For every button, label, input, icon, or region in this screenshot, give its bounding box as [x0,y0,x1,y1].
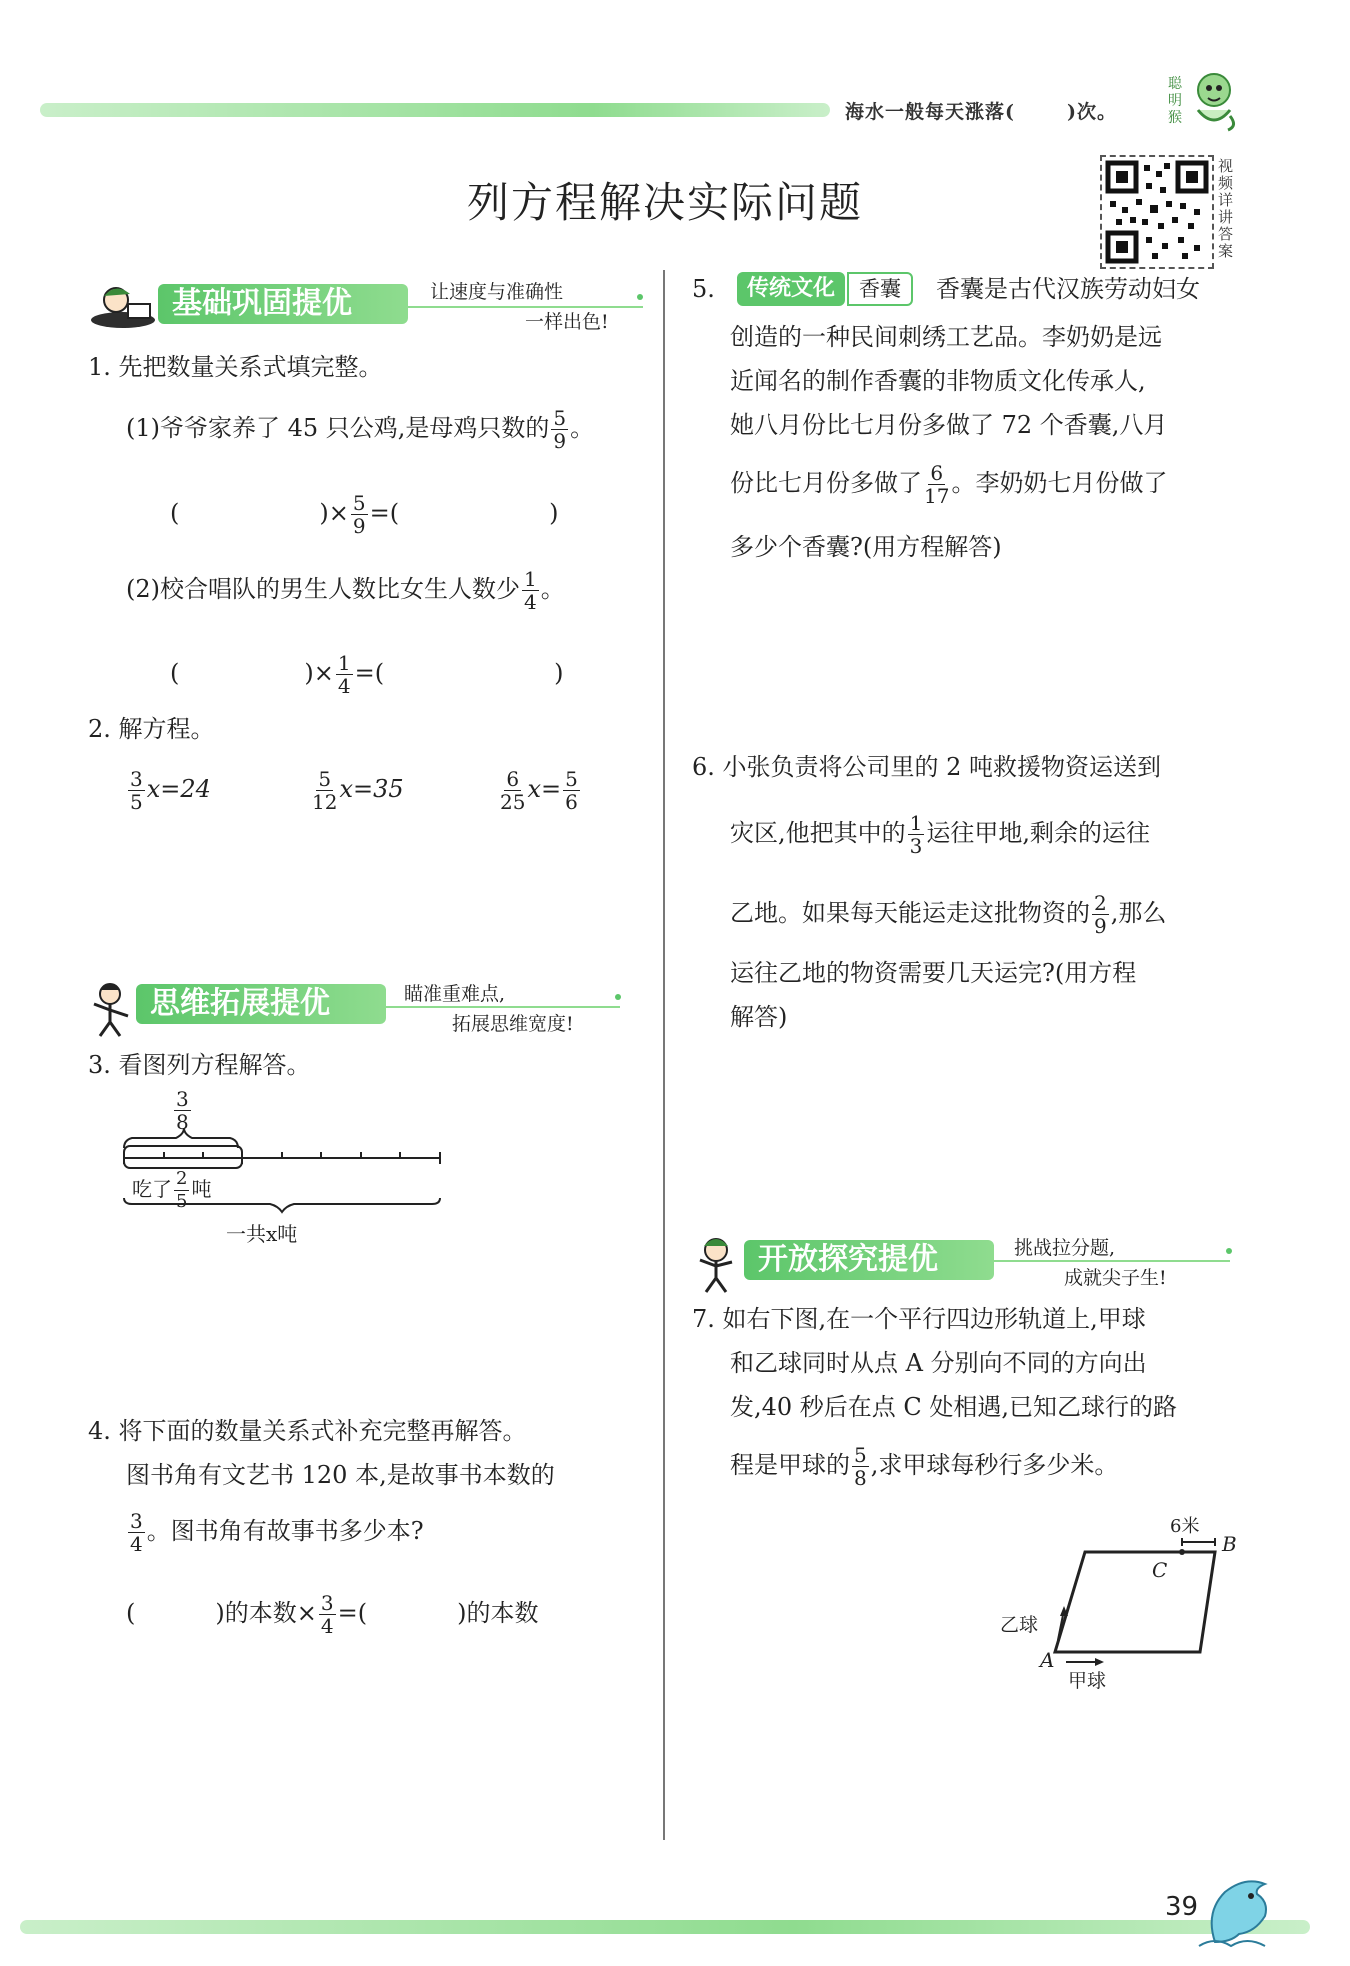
section-tagline-basic-1: 让速度与准确性 [430,281,564,303]
q7-line2: 和乙球同时从点 A 分别向不同的方向出 [730,1349,1147,1377]
q7-line3: 发,40 秒后在点 C 处相遇,已知乙球行的路 [730,1393,1178,1421]
parallelogram-track [1000,1512,1250,1692]
q5-line1: 香囊是古代汉族劳动妇女 [936,275,1200,303]
explorer-kid-icon [690,1234,740,1294]
section-tagline-open-2: 成就尖子生! [1064,1267,1167,1289]
tagline-underline [386,1006,620,1008]
section-banner-basic: 基础巩固提优 [158,284,408,324]
dolphin-icon [1195,1872,1285,1952]
qr-code[interactable] [1100,155,1214,269]
fig-point-a: A [1040,1648,1055,1672]
reading-kid-icon [88,280,158,330]
q3-stem: 3. 看图列方程解答。 [88,1051,311,1079]
q3-eaten-label: 吃了 $\frac{2}{5}$ 吨 [132,1168,212,1212]
q6-line4: 运往乙地的物资需要几天运完?(用方程 [730,959,1137,987]
culture-tag: 传统文化 [737,272,845,306]
q1-stem: 1. 先把数量关系式填完整。 [88,353,383,381]
q6-line2: 灾区,他把其中的 $\frac{1}{3}$ 运往甲地,剩余的运往 [730,811,1151,858]
q2-stem: 2. 解方程。 [88,715,215,743]
q2-eq2: $\frac{5}{12}$ x=35 [312,767,404,814]
qr-pattern-icon [1102,157,1212,267]
section-banner-open: 开放探究提优 [744,1240,994,1280]
q3-top-fraction: $\frac{3}{8}$ [176,1087,189,1134]
topic-tag: 香囊 [847,272,913,306]
q5-line4: 她八月份比七月份多做了 72 个香囊,八月 [730,411,1168,439]
q2-eq1: $\frac{3}{5}$ x=24 [130,767,211,814]
footer-bar [20,1920,1310,1934]
q1-part1: (1)爷爷家养了 45 只公鸡,是母鸡只数的 $\frac{5}{9}$ 。 [126,406,595,453]
q5-line5: 份比七月份多做了 $\frac{6}{17}$ 。李奶奶七月份做了 [730,461,1168,508]
column-divider [663,270,665,1840]
mascot-label: 聪明猴 [1168,76,1182,126]
header-bar [40,103,830,117]
q4-stem: 4. 将下面的数量关系式补充完整再解答。 [88,1417,527,1445]
tide-question: 海水一般每天涨落( )次。 [845,101,1117,123]
kungfu-kid-icon [86,980,136,1038]
q4-line2: $\frac{3}{4}$ 。图书角有故事书多少本? [130,1509,424,1556]
fraction: $\frac{5}{9}$ [553,406,567,453]
q5-line3: 近闻名的制作香囊的非物质文化传承人, [730,367,1146,395]
fig-length-label: 6米 [1170,1516,1200,1537]
q4-blank[interactable]: ( )的本数× $\frac{3}{4}$ =( )的本数 [126,1591,539,1638]
q2-eq3: $\frac{6}{25}$ x= $\frac{5}{6}$ [500,767,578,814]
section-tagline-basic-2: 一样出色! [525,311,609,333]
q1-blank1[interactable]: ( )× $\frac{5}{9}$ =( ) [170,491,559,538]
q5-line2: 创造的一种民间刺绣工艺品。李奶奶是远 [730,323,1162,351]
page-title: 列方程解决实际问题 [466,178,863,227]
tagline-underline [994,1260,1230,1262]
page-number: 39 [1165,1892,1199,1922]
q6-line3: 乙地。如果每天能运走这批物资的 $\frac{2}{9}$ ,那么 [730,891,1167,938]
section-banner-thinking: 思维拓展提优 [136,984,386,1024]
fig-label-yi: 乙球 [1000,1614,1039,1636]
q5-number: 5. [692,275,715,303]
q3-total-label: 一共x吨 [226,1222,298,1246]
fig-label-jia: 甲球 [1068,1670,1107,1692]
fig-point-b: B [1222,1532,1237,1556]
section-tagline-thinking-1: 瞄准重难点, [404,983,506,1005]
tagline-dot [1226,1248,1232,1254]
q7-line1: 7. 如右下图,在一个平行四边形轨道上,甲球 [692,1305,1146,1333]
q7-figure [1000,1512,1250,1692]
q6-line1: 6. 小张负责将公司里的 2 吨救援物资运送到 [692,753,1162,781]
qr-label: 视频详讲答案 [1218,157,1234,260]
tagline-dot [637,294,643,300]
tagline-dot [615,994,621,1000]
q1-part2: (2)校合唱队的男生人数比女生人数少 $\frac{1}{4}$ 。 [126,567,565,614]
fig-point-c: C [1152,1558,1168,1582]
q5-line6: 多少个香囊?(用方程解答) [730,533,1002,561]
q4-line1: 图书角有文艺书 120 本,是故事书本数的 [126,1461,555,1489]
tagline-underline [408,306,643,308]
q7-line4: 程是甲球的 $\frac{5}{8}$ ,求甲球每秒行多少米。 [730,1443,1119,1490]
section-tagline-open-1: 挑战拉分题, [1014,1237,1116,1259]
q3-diagram [120,1088,450,1268]
section-tagline-thinking-2: 拓展思维宽度! [452,1013,574,1035]
q1-blank2[interactable]: ( )× $\frac{1}{4}$ =( ) [170,651,564,698]
q6-line5: 解答) [730,1003,788,1031]
